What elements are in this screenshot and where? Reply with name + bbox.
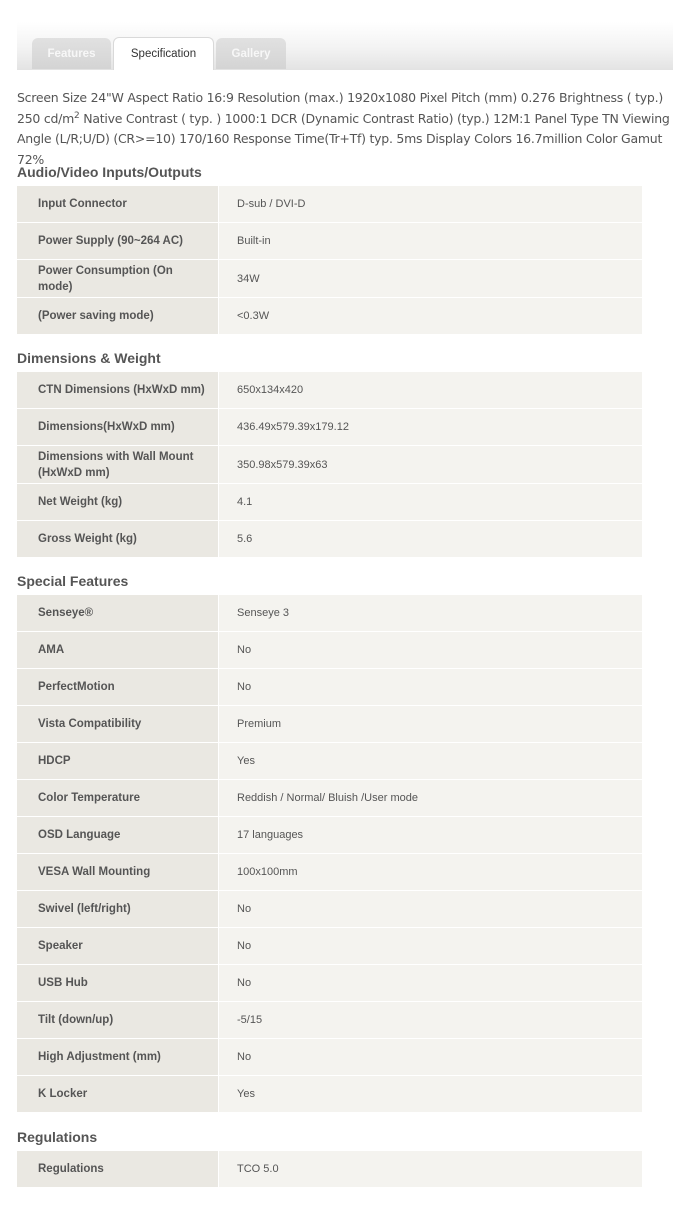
spec-row — [17, 705, 642, 742]
spec-value: No — [218, 669, 642, 705]
spec-summary-text: Screen Size 24"W Aspect Ratio 16:9 Resolution (max.) 1920x1080 Pixel Pitch (mm) 0.276 Brightness ( typ.) 250 cd/m — [17, 90, 663, 126]
spec-row — [17, 964, 642, 1001]
spec-key: Speaker — [17, 928, 218, 964]
spec-key: Dimensions with Wall Mount (HxWxD mm) — [17, 446, 218, 483]
spec-key: USB Hub — [17, 965, 218, 1001]
spec-key: Dimensions(HxWxD mm) — [17, 409, 218, 445]
tab-bar — [17, 22, 673, 70]
spec-row — [17, 816, 642, 853]
spec-row — [17, 1151, 642, 1187]
spec-row — [17, 668, 642, 705]
spec-value: 350.98x579.39x63 — [218, 446, 642, 483]
spec-key: Swivel (left/right) — [17, 891, 218, 927]
spec-value: 5.6 — [218, 521, 642, 557]
spec-key: Senseye® — [17, 595, 218, 631]
spec-value: Yes — [218, 1076, 642, 1112]
spec-table-regulations — [17, 1151, 642, 1187]
tab-gallery[interactable]: Gallery — [216, 38, 286, 69]
spec-key: CTN Dimensions (HxWxD mm) — [17, 372, 218, 408]
spec-key: Vista Compatibility — [17, 706, 218, 742]
spec-key: Power Consumption (On mode) — [17, 260, 218, 297]
spec-row — [17, 890, 642, 927]
spec-row — [17, 1075, 642, 1112]
spec-value: No — [218, 928, 642, 964]
spec-key: OSD Language — [17, 817, 218, 853]
spec-value: 650x134x420 — [218, 372, 642, 408]
spec-value: 100x100mm — [218, 854, 642, 890]
spec-row — [17, 297, 642, 334]
spec-value: Premium — [218, 706, 642, 742]
section-title-audio-video: Audio/Video Inputs/Outputs — [17, 164, 202, 180]
spec-value: 4.1 — [218, 484, 642, 520]
spec-value: 436.49x579.39x179.12 — [218, 409, 642, 445]
spec-row — [17, 779, 642, 816]
spec-row — [17, 408, 642, 445]
spec-value: 17 languages — [218, 817, 642, 853]
spec-row — [17, 259, 642, 297]
spec-key: (Power saving mode) — [17, 298, 218, 334]
spec-row — [17, 186, 642, 222]
spec-key: Net Weight (kg) — [17, 484, 218, 520]
spec-key: K Locker — [17, 1076, 218, 1112]
spec-table-audio-video — [17, 186, 642, 334]
spec-summary-text-continued: Native Contrast ( typ. ) 1000:1 DCR (Dynamic Contrast Ratio) (typ.) 12M:1 Panel Type TN Viewing Angle (L/R;U/D) (CR>=10) 170/160 Response Time(Tr+Tf) typ. 5ms Display Colors 16.7million Color Gamut 72% — [17, 110, 670, 167]
spec-key: HDCP — [17, 743, 218, 779]
spec-row — [17, 372, 642, 408]
spec-table-special-features — [17, 595, 642, 1112]
spec-value: Reddish / Normal/ Bluish /User mode — [218, 780, 642, 816]
spec-row — [17, 445, 642, 483]
spec-value: <0.3W — [218, 298, 642, 334]
section-title-special-features: Special Features — [17, 573, 129, 589]
spec-row — [17, 595, 642, 631]
tab-features[interactable]: Features — [32, 38, 111, 69]
spec-row — [17, 853, 642, 890]
tab-specification[interactable]: Specification — [113, 37, 214, 70]
spec-row — [17, 520, 642, 557]
spec-key: Input Connector — [17, 186, 218, 222]
spec-value: Yes — [218, 743, 642, 779]
spec-value: Senseye 3 — [218, 595, 642, 631]
spec-row — [17, 631, 642, 668]
spec-value: No — [218, 965, 642, 1001]
spec-key: Gross Weight (kg) — [17, 521, 218, 557]
spec-value: No — [218, 1039, 642, 1075]
spec-key: AMA — [17, 632, 218, 668]
spec-key: Regulations — [17, 1151, 218, 1187]
spec-row — [17, 742, 642, 779]
spec-key: Color Temperature — [17, 780, 218, 816]
spec-value: -5/15 — [218, 1002, 642, 1038]
spec-value: TCO 5.0 — [218, 1151, 642, 1187]
spec-summary — [17, 88, 677, 170]
spec-row — [17, 1001, 642, 1038]
spec-value: 34W — [218, 260, 642, 297]
spec-table-dimensions-weight — [17, 372, 642, 557]
spec-value: Built-in — [218, 223, 642, 259]
section-title-dimensions-weight: Dimensions & Weight — [17, 350, 161, 366]
spec-row — [17, 222, 642, 259]
spec-key: VESA Wall Mounting — [17, 854, 218, 890]
spec-row — [17, 927, 642, 964]
spec-key: Power Supply (90~264 AC) — [17, 223, 218, 259]
spec-summary-superscript: 2 — [74, 110, 80, 121]
section-title-regulations: Regulations — [17, 1129, 98, 1145]
spec-value: No — [218, 632, 642, 668]
spec-row — [17, 1038, 642, 1075]
spec-row — [17, 483, 642, 520]
spec-value: D-sub / DVI-D — [218, 186, 642, 222]
spec-key: PerfectMotion — [17, 669, 218, 705]
spec-key: High Adjustment (mm) — [17, 1039, 218, 1075]
spec-value: No — [218, 891, 642, 927]
spec-key: Tilt (down/up) — [17, 1002, 218, 1038]
